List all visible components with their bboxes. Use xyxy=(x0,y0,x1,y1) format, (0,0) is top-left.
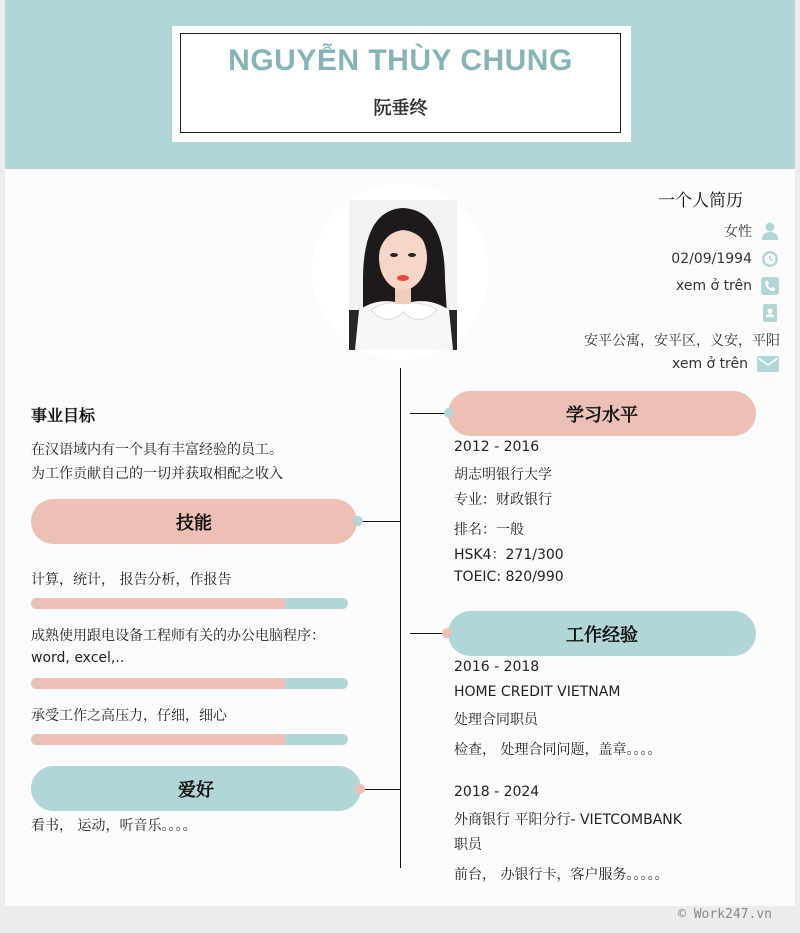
watermark: © Work247.vn xyxy=(678,907,772,922)
address-value: 安平公寓，安平区，义安，平阳 xyxy=(584,333,780,349)
objective-line-1: 在汉语域内有一个具有丰富经验的员工。 xyxy=(31,442,283,458)
hobbies-dot xyxy=(355,784,365,794)
job-1-duties: 检查， 处理合同问题，盖章。。。。 xyxy=(454,742,662,758)
dob-row xyxy=(671,249,780,269)
objective-line-2: 为工作贡献自己的一切并获取相配之收入 xyxy=(31,466,283,482)
chinese-name: 阮垂终 xyxy=(373,98,428,119)
job-2-duties: 前台， 办银行卡，客户服务。。。。。 xyxy=(454,867,669,883)
dob-value: 02/09/1994 xyxy=(671,251,752,267)
job-2-position: 职员 xyxy=(454,837,482,853)
hobbies-heading: 爱好 xyxy=(31,766,361,811)
job-1-position: 处理合同职员 xyxy=(454,712,538,728)
profile-photo xyxy=(349,200,457,350)
connector-skills xyxy=(358,521,400,522)
skills-heading: 技能 xyxy=(31,499,357,544)
phone-row xyxy=(676,276,780,296)
education-hsk: HSK4：271/300 xyxy=(454,547,564,563)
education-school: 胡志明银行大学 xyxy=(454,467,552,483)
job-1-company: HOME CREDIT VIETNAM xyxy=(454,684,621,700)
experience-dot xyxy=(442,628,452,638)
job-1-period: 2016 - 2018 xyxy=(454,659,540,675)
phone-value: xem ở trên xyxy=(676,278,752,294)
job-2-company: 外商银行 平阳分行- VIETCOMBANK xyxy=(454,812,682,828)
education-heading: 学习水平 xyxy=(448,391,756,436)
education-toeic: TOEIC: 820/990 xyxy=(454,569,564,585)
education-rank: 排名：一般 xyxy=(454,522,524,538)
gender-row xyxy=(724,221,780,241)
skill-3-bar xyxy=(31,734,348,745)
clock-icon xyxy=(760,249,780,269)
gender-value: 女性 xyxy=(724,224,752,240)
skills-dot xyxy=(353,516,363,526)
education-period: 2012 - 2016 xyxy=(454,439,540,455)
person-icon xyxy=(760,221,780,241)
connector-education xyxy=(410,413,448,414)
contact-book-icon xyxy=(760,303,780,323)
resume-title: 一个人简历 xyxy=(658,191,743,211)
skill-3-text: 承受工作之高压力，仔细，细心 xyxy=(31,708,227,724)
header-banner xyxy=(5,0,795,169)
email-value: xem ở trên xyxy=(672,356,748,372)
hobbies-text: 看书， 运动，听音乐。。。。 xyxy=(31,818,197,834)
envelope-icon xyxy=(756,354,780,374)
phone-icon xyxy=(760,276,780,296)
experience-heading: 工作经验 xyxy=(448,611,756,656)
job-2-period: 2018 - 2024 xyxy=(454,784,540,800)
full-name: NGUYỄN THÙY CHUNG xyxy=(228,44,573,77)
timeline-line xyxy=(400,368,401,868)
education-major: 专业：财政银行 xyxy=(454,492,552,508)
address-row xyxy=(584,330,780,350)
name-box xyxy=(172,26,631,142)
resume-page xyxy=(5,0,795,906)
skill-1-text: 计算，统计， 报告分析，作报告 xyxy=(31,572,232,588)
education-dot xyxy=(444,408,454,418)
email-row xyxy=(672,354,780,374)
connector-hobbies xyxy=(360,789,400,790)
objective-heading: 事业目标 xyxy=(31,406,96,425)
skill-2-text-cont: word, excel,.. xyxy=(31,650,125,666)
contact-row xyxy=(752,303,780,323)
skill-2-text: 成熟使用跟电设备工程师有关的办公电脑程序： xyxy=(31,628,325,644)
skill-2-bar xyxy=(31,678,348,689)
skill-1-bar xyxy=(31,598,348,609)
